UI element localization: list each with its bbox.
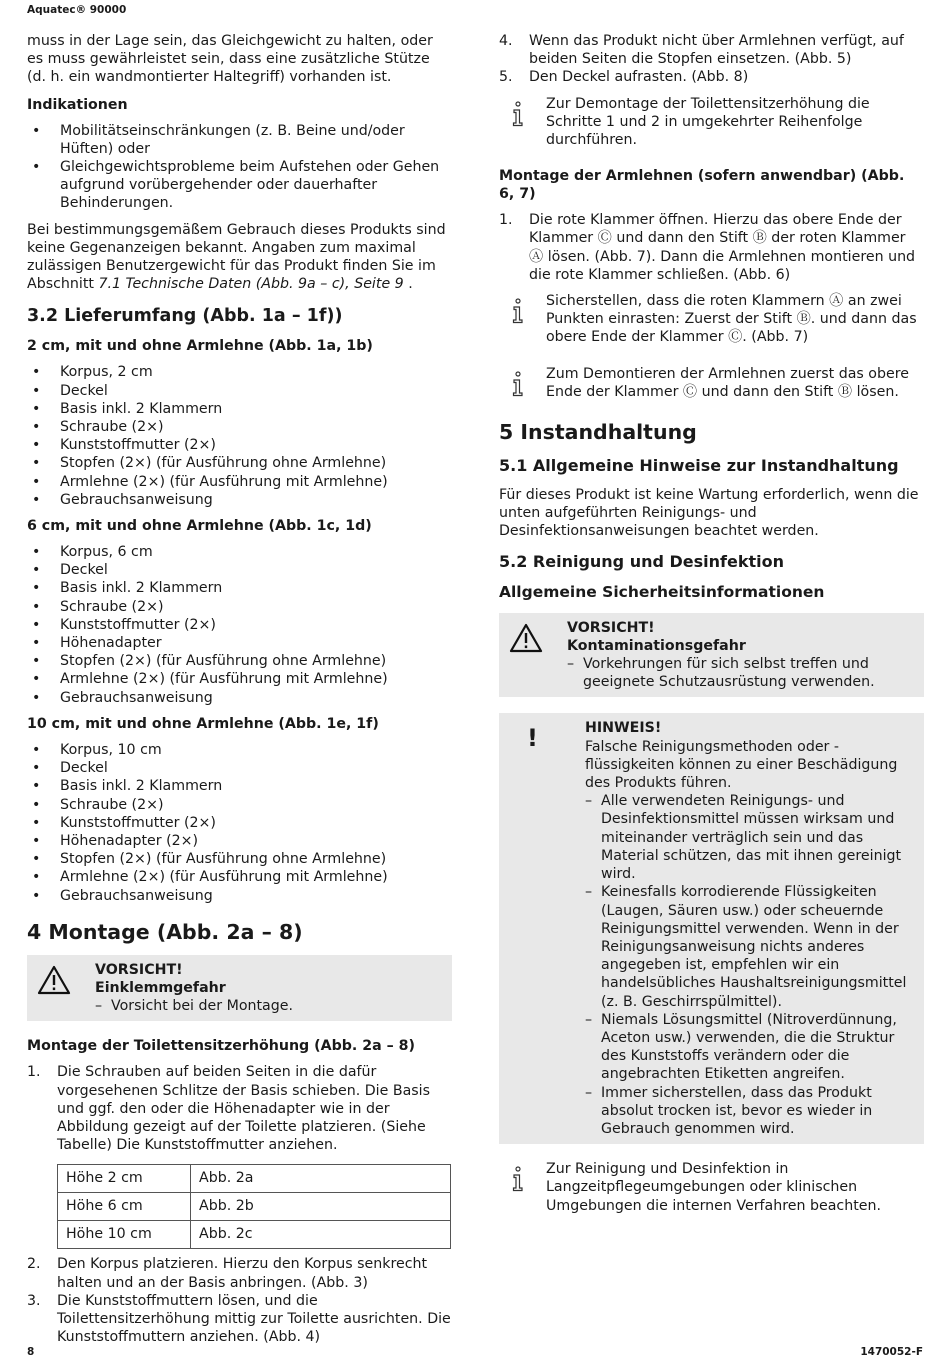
montage-title: Montage der Toilettensitzerhöhung (Abb. 2a – 8) [27, 1038, 416, 1055]
info-text: Zur Demontage der Toilettensitzerhöhung die Schritte 1 und 2 in umgekehrter Reihenfolge durchführen. [546, 95, 870, 149]
list-item: • Höhenadapter (2×) [27, 832, 452, 850]
list-item: • Basis inkl. 2 Klammern [27, 777, 452, 795]
step-number: 1. [499, 212, 513, 229]
section-5-1-title: 5.1 Allgemeine Hinweise zur Instandhaltung [499, 456, 899, 476]
info-note-demontage [499, 95, 924, 150]
list-item: • Schraube (2×) [27, 598, 452, 616]
list-item: • Gleichgewichtsprobleme beim Aufstehen oder Gehen aufgrund vorübergehender oder dauerhafter Behinderungen. [27, 158, 452, 213]
table-cell: Abb. 2c [191, 1221, 451, 1249]
list-item: • Kunststoffmutter (2×) [27, 616, 452, 634]
indikationen-list [27, 122, 452, 213]
safety-title: Allgemeine Sicherheitsinformationen [499, 582, 825, 601]
table-row [58, 1165, 451, 1193]
wartung-paragraph: Für dieses Produkt ist keine Wartung erforderlich, wenn die unten aufgeführten Reinigungs- und Desinfektionsanweisungen beachtet werden. [499, 487, 919, 540]
bestimmung-end: . [403, 276, 413, 293]
armlehnen-title: Montage der Armlehnen (sofern anwendbar) (Abb. 6, 7) [499, 168, 905, 203]
info-text: Zur Reinigung und Desinfektion in Langzeitpflegeumgebungen oder klinischen Umgebungen die internen Verfahren beachten. [546, 1161, 881, 1214]
group-10cm-title: 10 cm, mit und ohne Armlehne (Abb. 1e, 1f) [27, 715, 379, 732]
warning-triangle-icon [509, 619, 567, 692]
step-text: Den Korpus platzieren. Hierzu den Korpus senkrecht halten und an der Basis anbringen. (Abb. 3) [57, 1256, 428, 1291]
list-item: • Korpus, 2 cm [27, 363, 452, 381]
info-note-langzeitpflege [499, 1160, 924, 1215]
caution-box-montage [27, 955, 452, 1022]
caution-box-kontamination [499, 613, 924, 698]
step-number: 2. [27, 1256, 41, 1273]
list-item: • Armlehne (2×) (für Ausführung mit Armlehne) [27, 868, 452, 886]
group-10cm-list [27, 741, 452, 905]
info-text: Zum Demontieren der Armlehnen zuerst das obere Ende der Klammer Ⓒ und dann den Stift Ⓑ lösen. [546, 365, 909, 400]
notice-box-reinigung [499, 713, 924, 1144]
list-item: • Stopfen (2×) (für Ausführung ohne Armlehne) [27, 850, 452, 868]
list-item: • Armlehne (2×) (für Ausführung mit Armlehne) [27, 670, 452, 688]
step-text: Die rote Klammer öffnen. Hierzu das obere Ende der Klammer Ⓒ und dann den Stift Ⓑ der roten Klammer Ⓐ lösen. (Abb. 7). Dann die Armlehnen montieren und die rote Klammer schließen. (Abb. 6) [529, 212, 916, 283]
table-cell: Höhe 2 cm [58, 1165, 191, 1193]
warning-triangle-icon [37, 961, 95, 1016]
caution-item: – Vorkehrungen für sich selbst treffen und geeignete Schutzausrüstung verwenden. [567, 655, 916, 691]
right-column [499, 32, 924, 1233]
list-item: • Schraube (2×) [27, 796, 452, 814]
montage-steps-cont [27, 1255, 452, 1346]
table-cell: Abb. 2b [191, 1193, 451, 1221]
list-item: • Mobilitätseinschränkungen (z. B. Beine und/oder Hüften) oder [27, 122, 452, 158]
page-number: 8 [27, 1346, 35, 1358]
step-text: Wenn das Produkt nicht über Armlehnen verfügt, auf beiden Seiten die Stopfen einsetzen. (Abb. 5) [529, 33, 904, 68]
technische-daten-link[interactable]: 7.1 Technische Daten (Abb. 9a – c), Seite 9 [98, 276, 404, 293]
caution-title: VORSICHT! [95, 961, 183, 978]
bestimmung-text: Bei bestimmungsgemäßem Gebrauch dieses Produkts sind keine Gegenanzeigen bekannt. Angaben zum maximal zulässigen Benutzergewicht für das Produkt finden Sie im Abschnitt [27, 221, 446, 293]
armlehnen-step-1 [499, 211, 924, 284]
list-item: • Gebrauchsanweisung [27, 887, 452, 905]
armlehnen-steps [499, 211, 924, 284]
caution-subtitle: Einklemmgefahr [95, 979, 226, 996]
intro-paragraph: muss in der Lage sein, das Gleichgewicht zu halten, oder es muss gewährleistet sein, dass eine zusätzliche Stütze (d. h. ein wandmontierter Haltegriff) vorhanden ist. [27, 33, 433, 86]
section-4-title: 4 Montage (Abb. 2a – 8) [27, 919, 303, 944]
group-2cm-list [27, 363, 452, 509]
list-item: • Gebrauchsanweisung [27, 491, 452, 509]
table-row [58, 1193, 451, 1221]
montage-steps [27, 1063, 452, 1154]
montage-step-5 [499, 68, 924, 86]
table-cell: Höhe 10 cm [58, 1221, 191, 1249]
caution-title: VORSICHT! [567, 619, 655, 636]
list-item: • Deckel [27, 759, 452, 777]
caution-subtitle: Kontaminationsgefahr [567, 637, 746, 654]
document-number: 1470052-F [860, 1346, 923, 1358]
notice-title: HINWEIS! [585, 720, 662, 737]
montage-step-4 [499, 32, 924, 68]
montage-steps-right [499, 32, 924, 87]
section-5-title: 5 Instandhaltung [499, 420, 697, 445]
step-text: Die Kunststoffmuttern lösen, und die Toilettensitzerhöhung mittig zur Toilette ausrichten. Die Kunststoffmuttern anziehen. (Abb. 4) [57, 1292, 451, 1346]
step-text: Den Deckel aufrasten. (Abb. 8) [529, 69, 749, 86]
indikationen-title: Indikationen [27, 96, 128, 113]
step-text: Die Schrauben auf beiden Seiten in die dafür vorgesehenen Schlitze der Basis schieben. Die Basis und ggf. den oder die Höhenadapter wie in der Abbildung gezeigt auf der Toilette platzieren. (Siehe Tabelle) Die Kunststoffmutter anziehen. [57, 1064, 430, 1154]
info-note-klammern [499, 292, 924, 347]
list-item: • Gebrauchsanweisung [27, 689, 452, 707]
header-product: Aquatec® 90000 [27, 4, 127, 16]
montage-step-2 [27, 1255, 452, 1291]
list-item: • Stopfen (2×) (für Ausführung ohne Armlehne) [27, 652, 452, 670]
exclamation-icon: ! [527, 724, 538, 753]
list-item: • Höhenadapter [27, 634, 452, 652]
list-item: • Deckel [27, 561, 452, 579]
notice-item: – Keinesfalls korrodierende Flüssigkeiten (Laugen, Säuren usw.) oder scheuernde Reinigungsmittel verwenden. Wenn in der Reinigungsanweisung nichts anderes angegeben ist, empfehlen wir ein handelsübliches Haushaltsreinigungsmittel (z. B. Geschirrspülmittel). [585, 883, 916, 1010]
list-item: • Korpus, 10 cm [27, 741, 452, 759]
list-item: • Kunststoffmutter (2×) [27, 436, 452, 454]
group-6cm-list [27, 543, 452, 707]
list-item: • Korpus, 6 cm [27, 543, 452, 561]
group-2cm-title: 2 cm, mit und ohne Armlehne (Abb. 1a, 1b) [27, 338, 373, 355]
section-3-2-title: 3.2 Lieferumfang (Abb. 1a – 1f)) [27, 306, 343, 327]
list-item: • Stopfen (2×) (für Ausführung ohne Armlehne) [27, 454, 452, 472]
notice-text: Falsche Reinigungsmethoden oder -flüssigkeiten können zu einer Beschädigung des Produkts führen. [585, 738, 898, 792]
notice-item: – Niemals Lösungsmittel (Nitroverdünnung, Aceton usw.) verwenden, die die Struktur des Kunststoffs verändern oder die angebrachten Etiketten angreifen. [585, 1011, 916, 1084]
list-item: • Basis inkl. 2 Klammern [27, 579, 452, 597]
info-icon [499, 1160, 546, 1215]
info-icon [499, 365, 546, 401]
table-cell: Höhe 6 cm [58, 1193, 191, 1221]
montage-step-3 [27, 1292, 452, 1347]
group-6cm-title: 6 cm, mit und ohne Armlehne (Abb. 1c, 1d) [27, 518, 372, 535]
notice-item: – Alle verwendeten Reinigungs- und Desinfektionsmittel müssen wirksam und miteinander verträglich sein und das Material schützen, das mit ihnen gereinigt wird. [585, 792, 916, 883]
section-5-2-title: 5.2 Reinigung und Desinfektion [499, 551, 785, 571]
left-column [27, 32, 452, 1354]
notice-item: – Immer sicherstellen, dass das Produkt absolut trocken ist, bevor es wieder in Gebrauch genommen wird. [585, 1084, 916, 1139]
bestimmung-paragraph [27, 221, 452, 294]
list-item: • Deckel [27, 382, 452, 400]
info-text: Sicherstellen, dass die roten Klammern Ⓐ an zwei Punkten einrasten: Zuerst der Stift Ⓑ. und dann das obere Ende der Klammer Ⓒ. (Abb. 7) [546, 293, 917, 346]
step-number: 3. [27, 1292, 41, 1309]
montage-step-1 [27, 1063, 452, 1154]
step-number: 4. [499, 33, 513, 49]
list-item: • Basis inkl. 2 Klammern [27, 400, 452, 418]
table-cell: Abb. 2a [191, 1165, 451, 1193]
table-row [58, 1221, 451, 1249]
list-item: • Kunststoffmutter (2×) [27, 814, 452, 832]
list-item: • Armlehne (2×) (für Ausführung mit Armlehne) [27, 473, 452, 491]
step-number: 1. [27, 1064, 41, 1081]
info-note-demontieren [499, 365, 924, 401]
info-icon [499, 292, 546, 347]
step-number: 5. [499, 69, 513, 86]
caution-item: – Vorsicht bei der Montage. [95, 997, 293, 1015]
height-table [57, 1164, 451, 1249]
info-icon [499, 95, 546, 150]
list-item: • Schraube (2×) [27, 418, 452, 436]
